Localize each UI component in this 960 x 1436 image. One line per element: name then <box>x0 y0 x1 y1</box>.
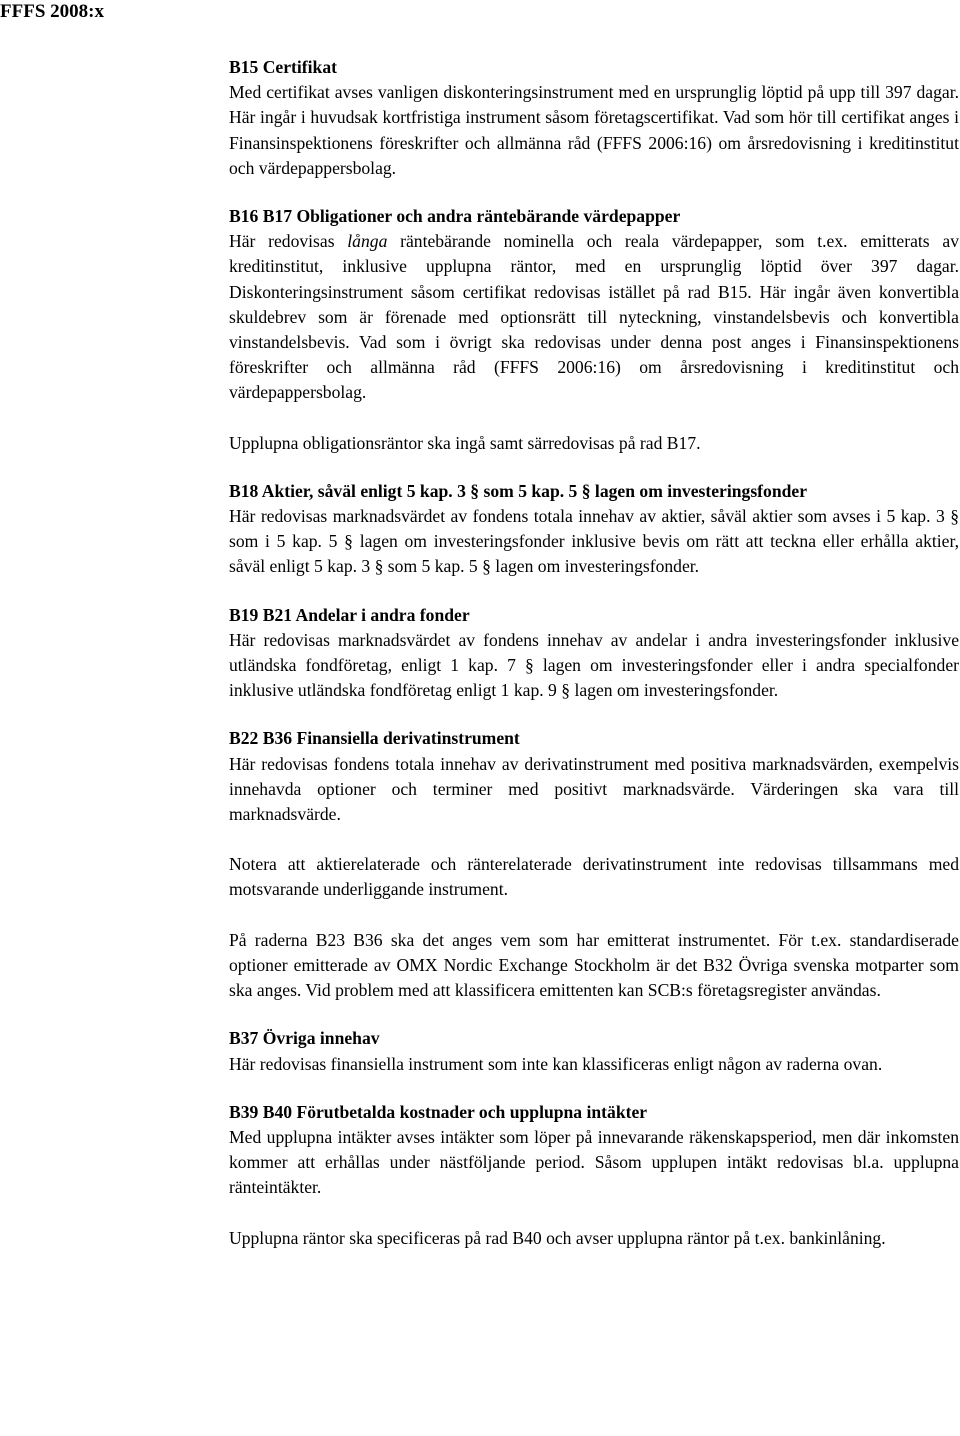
section-paragraph: Upplupna obligationsräntor ska ingå samt särredovisas på rad B17. <box>229 432 701 453</box>
document-body <box>229 55 959 1274</box>
section-paragraph: På raderna B23 B36 ska det anges vem som har emitterat instrumentet. För t.ex. standardiserade optioner emitterade av OMX Nordic Exchange Stockholm är det B32 Övriga svenska motparter som ska anges. Vid problem med att klassificera emittenten kan SCB:s företagsregister användas. <box>229 929 959 1001</box>
section-paragraph: Här redovisas finansiella instrument som inte kan klassificeras enligt någon av raderna ovan. <box>229 1053 883 1074</box>
section-b18 <box>229 479 959 580</box>
section-b39-b40 <box>229 1100 959 1251</box>
section-b15 <box>229 55 959 181</box>
section-paragraph: Här redovisas långa räntebärande nominella och reala värdepapper, som t.ex. emitterats av kreditinstitut, inklusive upplupna räntor, med en ursprunglig löptid över 397 dagar. Diskonteringsinstrument såsom certifikat redovisas istället på rad B15. Här ingår även konvertibla skuldebrev som är förenade med optionsrätt till nyteckning, vinstandelsbevis och konvertibla vinstandelsbevis. Vad som i övrigt ska redovisas under denna post anges i Finansinspektionens föreskrifter och allmänna råd (FFFS 2006:16) om årsredovisning i kreditinstitut och värdepappersbolag. <box>229 231 959 403</box>
section-paragraph: Här redovisas marknadsvärdet av fondens innehav av andelar i andra investeringsfonder inklusive utländska fondföretag, enligt 1 kap. 7 § lagen om investeringsfonder eller i andra specialfonder inklusive utländska fondföretag enligt 1 kap. 9 § lagen om investeringsfonder. <box>229 629 959 701</box>
section-b22-b36 <box>229 726 959 1003</box>
section-b37 <box>229 1026 959 1076</box>
section-heading: B22 B36 Finansiella derivatinstrument <box>229 728 520 749</box>
page-header: FFFS 2008:x <box>0 1 104 22</box>
section-heading: B18 Aktier, såväl enligt 5 kap. 3 § som 5 kap. 5 § lagen om investeringsfonder <box>229 480 808 501</box>
section-heading: B37 Övriga innehav <box>229 1028 380 1049</box>
section-heading: B15 Certifikat <box>229 57 337 77</box>
section-b16-b17 <box>229 204 959 456</box>
section-b19-b21 <box>229 603 959 704</box>
section-heading: B16 B17 Obligationer och andra räntebärande värdepapper <box>229 206 681 227</box>
section-paragraph: Här redovisas fondens totala innehav av derivatinstrument med positiva marknadsvärden, exempelvis innehavda optioner och terminer med positivt marknadsvärde. Värderingen ska vara till marknadsvärde. <box>229 753 959 825</box>
section-paragraph: Här redovisas marknadsvärdet av fondens totala innehav av aktier, såväl aktier som avses i 5 kap. 3 § som i 5 kap. 5 § lagen om investeringsfonder inklusive bevis om rätt att teckna eller erhålla aktier, såväl enligt 5 kap. 3 § som 5 kap. 5 § lagen om investeringsfonder. <box>229 506 959 577</box>
section-paragraph: Notera att aktierelaterade och ränterelaterade derivatinstrument inte redovisas tillsammans med motsvarande underliggande instrument. <box>229 854 959 900</box>
section-heading: B19 B21 Andelar i andra fonder <box>229 604 470 625</box>
section-heading: B39 B40 Förutbetalda kostnader och upplupna intäkter <box>229 1101 648 1122</box>
section-paragraph: Med upplupna intäkter avses intäkter som löper på innevarande räkenskapsperiod, men där inkomsten kommer att erhållas under nästföljande period. Såsom upplupen intäkt redovisas bl.a. upplupna ränteintäkter. <box>229 1126 959 1198</box>
emphasis-text: långa <box>347 231 388 252</box>
section-paragraph: Upplupna räntor ska specificeras på rad B40 och avser upplupna räntor på t.ex. bankinlåning. <box>229 1227 886 1248</box>
section-paragraph: Med certifikat avses vanligen diskonteringsinstrument med en ursprunglig löptid på upp till 397 dagar. Här ingår i huvudsak kortfristiga instrument såsom företagscertifikat. Vad som hör till certifikat anges i Finansinspektionens föreskrifter och allmänna råd (FFFS 2006:16) om årsredovisning i kreditinstitut och värdepappersbolag. <box>229 82 959 178</box>
